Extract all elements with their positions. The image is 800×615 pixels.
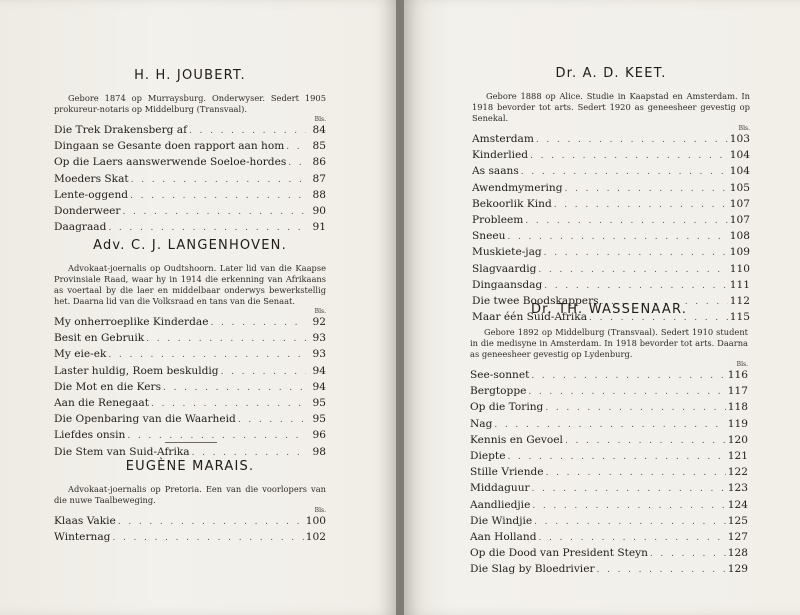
toc-entry	[54, 220, 326, 236]
toc-entry-page: 128	[727, 547, 748, 560]
toc-entry-page: 98	[312, 445, 326, 458]
toc-entry-title: Die twee Boodskappers	[472, 295, 599, 308]
toc-entry-page: 108	[729, 230, 750, 243]
toc-entry	[470, 384, 748, 400]
toc-list	[54, 123, 326, 236]
section-langenhoven	[54, 238, 326, 461]
toc-entry-page: 84	[312, 124, 326, 136]
leader-dots	[538, 531, 725, 546]
leader-dots	[546, 466, 726, 481]
section-keet	[472, 66, 750, 326]
leader-dots	[221, 365, 306, 380]
toc-entry	[470, 562, 748, 578]
toc-entry	[54, 172, 326, 188]
toc-entry-page: 123	[727, 482, 748, 495]
leader-dots	[494, 418, 725, 433]
toc-entry-page: 118	[727, 401, 748, 414]
toc-entry-title: See-sonnet	[470, 369, 530, 381]
leader-dots	[525, 214, 727, 229]
toc-entry-page: 115	[729, 311, 750, 324]
toc-entry	[54, 364, 326, 380]
section-marais	[54, 459, 326, 546]
leader-dots	[146, 332, 306, 347]
toc-entry	[54, 204, 326, 220]
toc-list	[54, 514, 326, 546]
toc-entry-title: Diepte	[470, 450, 506, 463]
toc-entry-title: Stille Vriende	[470, 466, 544, 479]
toc-entry-page: 102	[305, 531, 326, 544]
toc-entry-page: 92	[312, 316, 326, 328]
toc-entry	[54, 380, 326, 396]
toc-list	[54, 315, 326, 461]
toc-entry	[470, 449, 748, 465]
toc-entry-title: Slagvaardig	[472, 262, 537, 275]
toc-entry-title: Op die Laers aanswerwende Soeloe-hordes	[54, 156, 287, 169]
toc-entry-page: 107	[729, 214, 750, 227]
leader-dots	[565, 434, 726, 449]
toc-entry-page: 103	[729, 133, 750, 145]
toc-entry-page: 127	[727, 531, 748, 544]
toc-entry	[470, 433, 748, 449]
toc-entry	[54, 123, 326, 139]
leader-dots	[189, 124, 306, 139]
author-heading: H. H. JOUBERT.	[134, 68, 246, 83]
toc-entry-title: My onherroeplike Kinderdae	[54, 316, 209, 328]
toc-entry	[472, 229, 750, 245]
toc-entry-title: Daagraad	[54, 221, 107, 234]
toc-entry-page: 105	[729, 181, 750, 194]
leader-dots	[565, 182, 728, 197]
toc-entry-page: 119	[727, 417, 748, 430]
leader-dots	[507, 450, 725, 465]
leader-dots	[211, 316, 307, 331]
leader-dots	[597, 563, 726, 578]
toc-entry-title: Lente-oggend	[54, 188, 129, 201]
leader-dots	[534, 515, 726, 530]
page-column-label: Bls.	[736, 361, 748, 368]
toc-entry-title: Liefdes onsin	[54, 429, 126, 442]
toc-entry-page: 93	[312, 348, 326, 361]
section-joubert	[54, 68, 326, 236]
leader-dots	[544, 279, 728, 294]
leader-dots	[538, 263, 727, 278]
author-heading: Adv. C. J. LANGENHOVEN.	[93, 238, 287, 253]
toc-entry	[54, 315, 326, 331]
toc-entry	[54, 530, 326, 546]
toc-entry-page: 95	[312, 397, 326, 410]
toc-entry-title: My eie-ek	[54, 348, 107, 361]
toc-entry-title: Middaguur	[470, 482, 530, 495]
toc-entry	[54, 396, 326, 412]
toc-entry-page: 124	[727, 498, 748, 511]
toc-entry	[54, 331, 326, 347]
toc-entry-title: Die Stem van Suid-Afrika	[54, 445, 190, 458]
toc-entry-page: 91	[312, 221, 326, 234]
toc-entry-title: Laster huldig, Roem beskuldig	[54, 364, 219, 377]
author-bio: Gebore 1888 op Alice. Studie in Kaapstad en Amsterdam. In 1918 bevorder tot arts. Sedert 1920 as geneesheer gevestig op Senekal.	[472, 91, 750, 123]
toc-entry-page: 104	[729, 149, 750, 162]
leader-dots	[507, 230, 727, 245]
page-column-label: Bls.	[314, 507, 326, 514]
toc-list	[470, 368, 748, 579]
toc-entry	[472, 197, 750, 213]
toc-entry	[470, 546, 748, 562]
toc-entry-title: Nag	[470, 417, 493, 430]
toc-entry-page: 104	[729, 165, 750, 178]
toc-entry	[472, 213, 750, 229]
toc-entry-page: 87	[312, 172, 326, 185]
leader-dots	[130, 189, 306, 204]
author-bio: Advokaat-joernalis op Pretoria. Een van die voorlopers van die nuwe Taalbeweging.	[54, 484, 326, 505]
leader-dots	[238, 413, 306, 428]
toc-entry-page: 122	[727, 466, 748, 479]
toc-entry-title: As saans	[472, 165, 519, 178]
leader-dots	[532, 482, 726, 497]
toc-entry-page: 93	[312, 332, 326, 345]
leader-dots	[650, 547, 726, 562]
toc-entry-title: Moeders Skat	[54, 172, 129, 185]
leader-dots	[545, 401, 725, 416]
author-heading: Dr. A. D. KEET.	[555, 66, 667, 81]
toc-entry-title: Aandliedjie	[470, 498, 531, 511]
toc-entry-page: 94	[312, 364, 326, 377]
leader-dots	[536, 133, 728, 148]
toc-entry-page: 85	[312, 140, 326, 153]
toc-entry-page: 96	[312, 429, 326, 442]
toc-entry	[470, 400, 748, 416]
toc-entry	[470, 514, 748, 530]
leader-dots	[554, 198, 728, 213]
leader-dots	[118, 515, 304, 530]
toc-entry	[54, 155, 326, 171]
leader-dots	[521, 165, 728, 180]
author-bio: Gebore 1874 op Murraysburg. Onderwyser. Sedert 1905 prokureur-notaris op Middelburg (Transvaal).	[54, 93, 326, 114]
toc-entry-title: Amsterdam	[472, 133, 534, 145]
leader-dots	[163, 381, 306, 396]
toc-entry-page: 95	[312, 413, 326, 426]
toc-entry-title: Muskiete-jag	[472, 246, 542, 259]
section-divider	[165, 442, 217, 443]
toc-entry-title: Die Mot en die Kers	[54, 380, 162, 393]
toc-entry-title: Dingaan se Gesante doen rapport aan hom	[54, 140, 285, 153]
author-heading: Dr. TH. WASSENAAR.	[530, 302, 688, 317]
leader-dots	[531, 369, 725, 384]
toc-entry-title: Besit en Gebruik	[54, 332, 145, 345]
author-bio: Advokaat-joernalis op Oudtshoorn. Later lid van die Kaapse Provinsiale Raad, waar hy in 1914 die erkenning van Afrikaans as voertaal by die laer en middelbaar onderwys bewerkstellig het. Daarna lid van die Volksraad en tans van die Senaat.	[54, 263, 326, 306]
toc-entry-page: 120	[727, 433, 748, 446]
toc-entry	[54, 514, 326, 530]
leader-dots	[288, 156, 306, 171]
toc-entry-title: Winternag	[54, 531, 111, 544]
toc-entry	[472, 181, 750, 197]
leader-dots	[112, 531, 303, 546]
leader-dots	[544, 246, 728, 261]
toc-entry-title: Kennis en Gevoel	[470, 433, 563, 446]
toc-entry-page: 121	[727, 450, 748, 463]
toc-entry-page: 112	[729, 295, 750, 308]
right-page	[404, 0, 800, 615]
leader-dots	[530, 149, 728, 164]
toc-entry-title: Klaas Vakie	[54, 515, 116, 527]
toc-entry-title: Dingaansdag	[472, 278, 543, 291]
toc-entry-title: Aan Holland	[470, 531, 537, 544]
toc-entry-page: 94	[312, 380, 326, 393]
toc-entry-page: 111	[729, 278, 750, 291]
section-wassenaar	[470, 302, 748, 579]
toc-entry	[472, 132, 750, 148]
toc-entry-title: Maar één Suid-Afrika	[472, 311, 588, 324]
toc-entry	[54, 412, 326, 428]
toc-entry-title: Die Trek Drakensberg af	[54, 124, 188, 136]
toc-entry	[54, 139, 326, 155]
toc-entry-title: Sneeu	[472, 230, 506, 243]
toc-entry-title: Donderweer	[54, 205, 121, 218]
left-page	[0, 0, 396, 615]
toc-entry	[472, 164, 750, 180]
toc-entry-page: 109	[729, 246, 750, 259]
author-heading: EUGÈNE MARAIS.	[125, 459, 255, 474]
toc-entry-title: Kinderlied	[472, 149, 529, 162]
leader-dots	[532, 499, 725, 514]
leader-dots	[151, 397, 306, 412]
page-column-label: Bls.	[738, 125, 750, 132]
toc-entry-page: 86	[312, 156, 326, 169]
toc-entry-page: 88	[312, 188, 326, 201]
page-column-label: Bls.	[314, 308, 326, 315]
toc-entry-title: Probleem	[472, 214, 524, 227]
toc-entry	[470, 417, 748, 433]
toc-entry	[472, 262, 750, 278]
toc-entry-title: Die Slag by Bloedrivier	[470, 563, 595, 576]
toc-entry-page: 100	[305, 515, 326, 527]
leader-dots	[286, 140, 306, 155]
toc-entry	[472, 148, 750, 164]
toc-entry-title: Op die Toring	[470, 401, 544, 414]
toc-entry	[470, 481, 748, 497]
toc-entry-page: 107	[729, 197, 750, 210]
toc-entry-title: Die Windjie	[470, 514, 533, 527]
toc-entry-title: Bergtoppe	[470, 385, 527, 398]
leader-dots	[108, 221, 306, 236]
toc-entry-page: 125	[727, 514, 748, 527]
toc-entry-title: Op die Dood van President Steyn	[470, 547, 648, 560]
toc-entry-page: 90	[312, 205, 326, 218]
page-column-label: Bls.	[314, 116, 326, 123]
toc-entry	[470, 368, 748, 384]
leader-dots	[528, 385, 725, 400]
toc-entry	[472, 245, 750, 261]
leader-dots	[108, 348, 306, 363]
toc-entry	[470, 530, 748, 546]
toc-list	[472, 132, 750, 326]
toc-entry	[54, 188, 326, 204]
toc-entry	[54, 347, 326, 363]
author-bio: Gebore 1892 op Middelburg (Transvaal). Sedert 1910 student in die medisyne in Amsterdam. In 1918 bevorder tot arts. Daarna as geneesheer gevestig op Lydenburg.	[470, 327, 748, 359]
leader-dots	[131, 173, 306, 188]
toc-entry-title: Aan die Renegaat	[54, 397, 149, 410]
toc-entry-title: Die Openbaring van die Waarheid	[54, 413, 236, 426]
leader-dots	[122, 205, 306, 220]
toc-entry-page: 116	[727, 369, 748, 381]
toc-entry-title: Awendmymering	[472, 181, 563, 194]
toc-entry-page: 117	[727, 385, 748, 398]
toc-entry-page: 129	[727, 563, 748, 576]
toc-entry	[472, 278, 750, 294]
toc-entry-page: 110	[729, 262, 750, 275]
toc-entry	[470, 498, 748, 514]
toc-entry-title: Bekoorlik Kind	[472, 197, 552, 210]
toc-entry	[470, 465, 748, 481]
